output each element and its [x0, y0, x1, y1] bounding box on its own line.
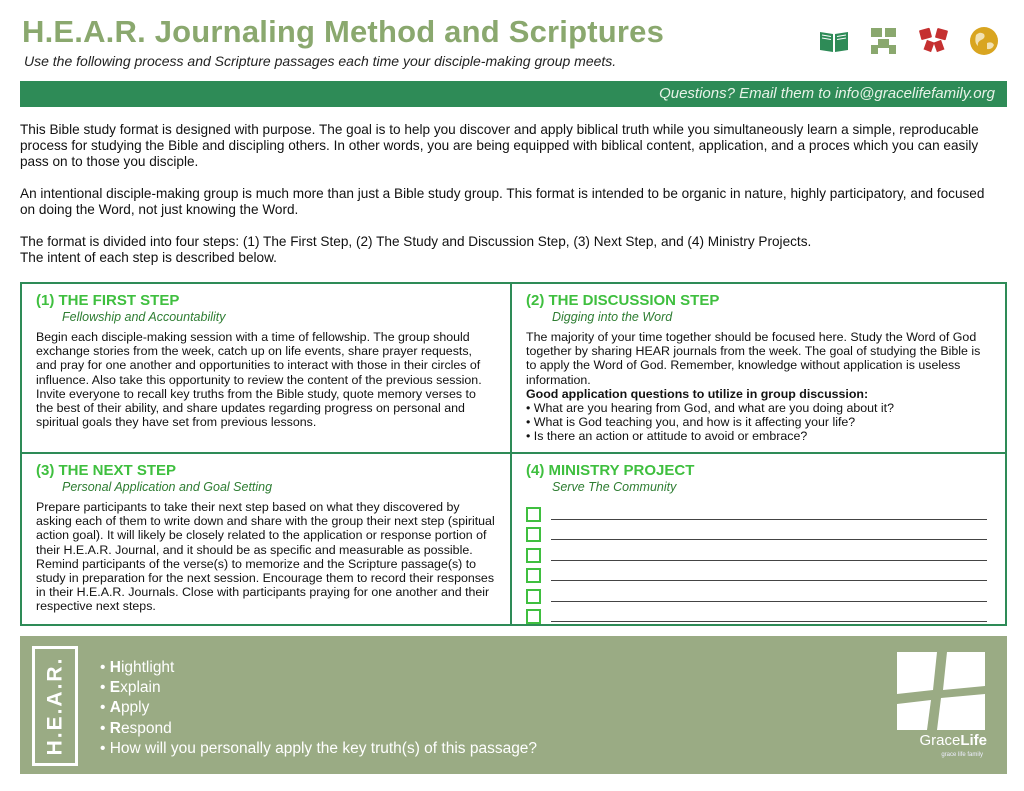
contact-banner: Questions? Email them to info@gracelifefamily.org — [20, 81, 1007, 107]
step-discussion — [512, 284, 1005, 454]
checklist-row — [526, 584, 991, 605]
logo-word-life: Life — [960, 732, 987, 749]
logo-word-grace: Grace — [919, 732, 961, 749]
intro-text — [20, 122, 1000, 266]
hear-question: • How will you personally apply the key truth(s) of this passage? — [100, 739, 538, 757]
write-in-line[interactable] — [551, 580, 987, 581]
hear-word: espond — [120, 719, 172, 737]
hear-vertical-label: H.E.A.R. — [43, 656, 66, 756]
checklist-row — [526, 523, 991, 544]
step-body: Prepare participants to take their next step based on what they discovered by asking each of them to write down and share with the group their next step (spiritual action goal). It will likely be closely related to the application or response portion of their H.E.A.R. Journal, and it should be as specific and measurable as possible. Remind participants of the verse(s) to memorize and the Scripture passage(s) to study in preparation for the next session. Encourage them to record their responses in their H.E.A.R. Journals. Close with participants praying for one another and their respective next steps. — [36, 500, 495, 614]
header-icons — [816, 24, 1002, 58]
question-item: • What is God teaching you, and how is it affecting your life? — [526, 415, 856, 430]
intro-paragraph: An intentional disciple-making group is much more than just a Bible study group. This format is intended to be organic in nature, highly participatory, and focused on doing the Word, not just knowing the Word. — [20, 186, 985, 217]
write-in-line[interactable] — [551, 539, 987, 540]
hear-letter: E — [109, 679, 121, 697]
step-subtitle: Serve The Community — [552, 480, 677, 494]
step-ministry — [512, 454, 1005, 624]
intro-paragraph: This Bible study format is designed with purpose. The goal is to help you discover and apply biblical truth while you simultaneously learn a simple, reproducable process for studying the Bible and discipling others. In other words, you are being equipped with biblical content, application, and a proces which you can easily pass on to those you disciple. — [20, 122, 979, 169]
hear-panel — [20, 636, 1007, 774]
hear-letter: A — [109, 699, 121, 717]
question-item: • What are you hearing from God, and what are you doing about it? — [526, 401, 895, 416]
step-subtitle: Fellowship and Accountability — [62, 310, 226, 324]
logo-tagline: grace life family — [941, 752, 983, 758]
step-title: (1) THE FIRST STEP — [36, 292, 180, 309]
checklist-row — [526, 605, 991, 626]
questions-heading: Good application questions to utilize in group discussion: — [526, 386, 869, 401]
step-body — [526, 330, 991, 444]
checklist-row — [526, 543, 991, 564]
hear-word: xplain — [120, 679, 161, 697]
logo-wordmark — [919, 732, 987, 749]
checkbox[interactable] — [526, 609, 541, 624]
bible-icon — [816, 24, 852, 58]
checkbox[interactable] — [526, 589, 541, 604]
ministry-checklist — [526, 502, 991, 625]
hear-item: • Respond — [100, 719, 172, 737]
checklist-row — [526, 564, 991, 585]
write-in-line[interactable] — [551, 621, 987, 622]
checkbox[interactable] — [526, 507, 541, 522]
hear-item: • Explain — [100, 679, 161, 697]
hands-icon — [916, 24, 952, 58]
checkbox[interactable] — [526, 568, 541, 583]
write-in-line[interactable] — [551, 601, 987, 602]
hear-word: pply — [120, 699, 150, 717]
intro-paragraph — [20, 234, 1000, 266]
intro-steps-line: The format is divided into four steps: (1) The First Step, (2) The Study and Discussion Step, (3) Next Step, and (4) Ministry Projects. — [20, 234, 812, 249]
hear-letter: R — [109, 719, 121, 737]
discussion-text: The majority of your time together should be focused here. Study the Word of God together by sharing HEAR journals from the week. The goal of studying the Bible is to apply the Word of God. Remember, knowledge without application is useless information. — [526, 330, 981, 387]
checkbox[interactable] — [526, 548, 541, 563]
step-title: (4) MINISTRY PROJECT — [526, 462, 695, 479]
globe-icon — [966, 24, 1002, 58]
hear-letter: H — [109, 659, 121, 676]
hear-vertical-box — [32, 646, 78, 766]
question-item: • Is there an action or attitude to avoid or embrace? — [526, 429, 808, 444]
hear-item: • Hightlight — [100, 659, 175, 676]
step-subtitle: Digging into the Word — [552, 310, 673, 324]
intro-intent-line: The intent of each step is described below. — [20, 250, 277, 265]
checklist-row — [526, 502, 991, 523]
hear-list — [100, 658, 537, 759]
step-title: (3) THE NEXT STEP — [36, 462, 177, 479]
step-first — [22, 284, 512, 454]
hear-word: ightlight — [120, 659, 175, 676]
step-subtitle: Personal Application and Goal Setting — [62, 480, 273, 494]
step-next — [22, 454, 512, 624]
page-title: H.E.A.R. Journaling Method and Scriptures — [22, 14, 665, 49]
hear-item: • Apply — [100, 699, 150, 717]
step-body: Begin each disciple-making session with a time of fellowship. The group should exchange stories from the week, catch up on life events, share prayer requests, and pray for one another and opportunities to interact with those in their circles of influence. Also take this opportunity to review the content of the previous session. Invite everyone to recall key truths from the Bible study, quote memory verses to the best of their ability, and share updates regarding progress on personal and spiritual goals they have set from previous lessons. — [36, 330, 482, 430]
group-icon — [866, 24, 902, 58]
steps-grid — [20, 282, 1007, 626]
write-in-line[interactable] — [551, 560, 987, 561]
write-in-line[interactable] — [551, 519, 987, 520]
page-subtitle: Use the following process and Scripture passages each time your disciple-making group meets. — [24, 53, 617, 69]
step-title: (2) THE DISCUSSION STEP — [526, 292, 720, 309]
checkbox[interactable] — [526, 527, 541, 542]
